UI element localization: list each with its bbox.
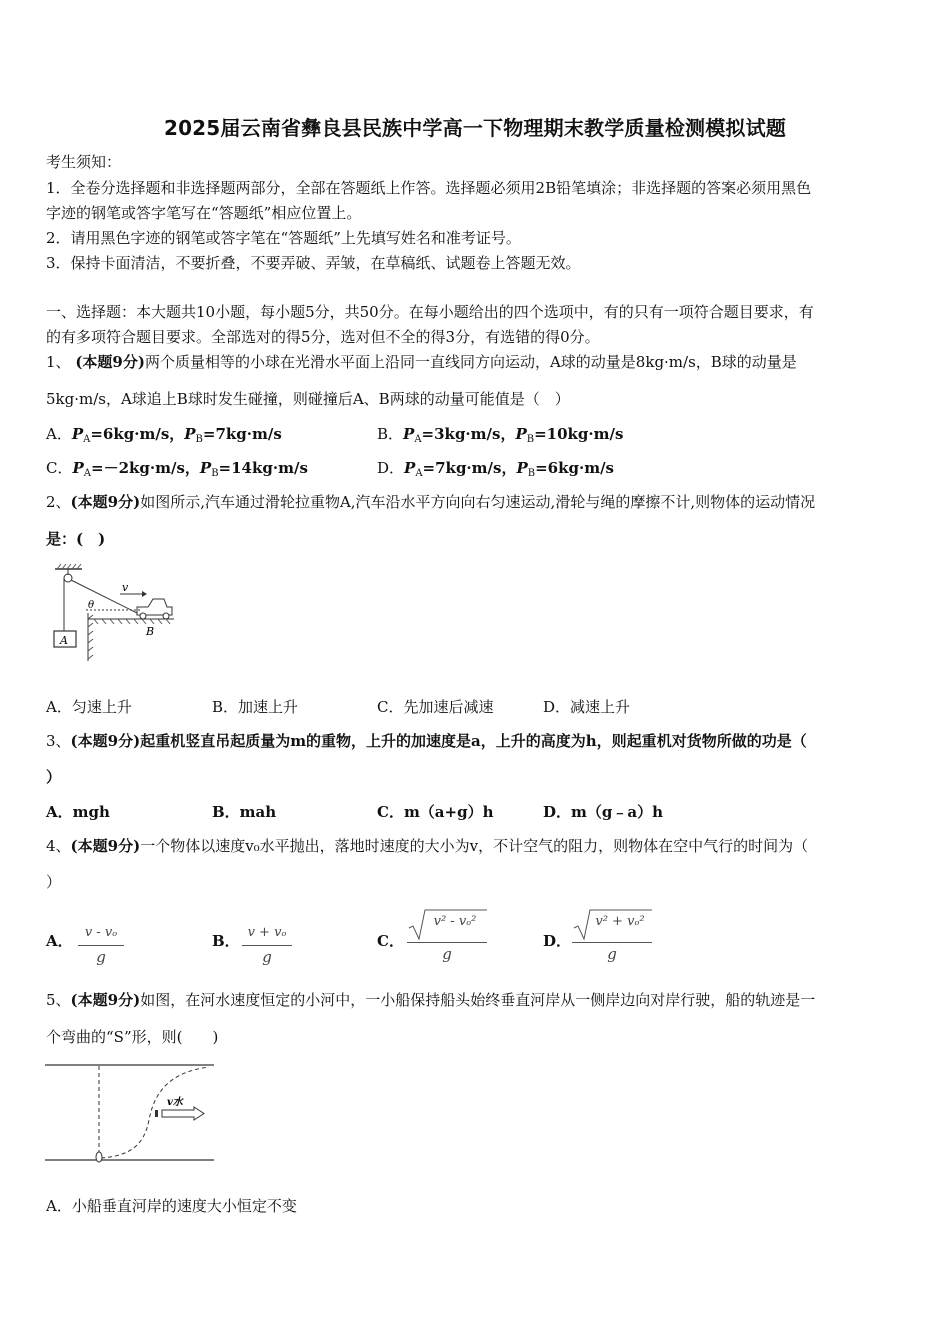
pulley-car-diagram [50, 563, 180, 665]
question-2-stem: 2、(本题9分)如图所示,汽车通过滑轮拉重物A,汽车沿水平方向向右匀速运动,滑轮与绳的摩擦不计,则物体的运动情况 [46, 493, 816, 511]
question-4-stem-cont: ） [46, 873, 62, 891]
svg-text:A: A [60, 634, 68, 647]
section-instructions-line: 一、选择题：本大题共10小题，每小题5分，共50分。在每小题给出的四个选项中，有的只有一项符合题目要求，有 [46, 303, 814, 321]
notice-item: 1．全卷分选择题和非选择题两部分，全部在答题纸上作答。选择题必须用2B铅笔填涂；非选择题的答案必须用黑色 [46, 179, 812, 197]
question-5-stem-cont: 个弯曲的“S”形，则( ) [46, 1028, 219, 1046]
question-1-stem-cont: 5kg·m/s，A球追上B球时发生碰撞，则碰撞后A、B两球的动量可能值是（ ） [46, 390, 570, 408]
q3-option-a[interactable]: A．mgh [46, 803, 110, 821]
q1-option-b[interactable]: B．$P_A=3kg\cdot m/s$，$P_B=10kg\cdot m/s$ [377, 425, 624, 445]
notice-item: 字迹的钢笔或答字笔写在“答题纸”相应位置上。 [46, 204, 362, 222]
q2-option-d[interactable]: D．减速上升 [543, 698, 631, 716]
question-text: 两个质量相等的小球在光滑水平面上沿同一直线同方向运动，A球的动量是8kg·m/s，B球的动量是 [144, 353, 797, 371]
notice-item: 3．保持卡面清洁，不要折叠，不要弄破、弄皱，在草稿纸、试题卷上答题无效。 [46, 254, 581, 272]
river-boat-diagram [44, 1058, 218, 1166]
q4-option-d-label[interactable]: D． [543, 932, 572, 950]
q3-option-d[interactable]: D．m（g﹣a）h [543, 803, 663, 821]
q4-option-c-label[interactable]: C． [377, 932, 404, 950]
q1-option-d[interactable]: D．$P_A=7kg\cdot m/s$，$P_B=6kg\cdot m/s$ [377, 459, 614, 479]
q5-option-a[interactable]: A．小船垂直河岸的速度大小恒定不变 [46, 1197, 297, 1215]
q4-option-b-formula[interactable]: v + vₒ g [240, 920, 294, 972]
q3-option-c[interactable]: C．m（a+g）h [377, 803, 494, 821]
question-2-stem-cont: 是：( ) [46, 530, 106, 548]
question-5-stem: 5、(本题9分)如图，在河水速度恒定的小河中，一小船保持船头始终垂直河岸从一侧岸边向对岸行驶，船的轨迹是一 [46, 991, 816, 1009]
q2-option-c[interactable]: C．先加速后减速 [377, 698, 494, 716]
notice-item: 2．请用黑色字迹的钢笔或答字笔在“答题纸”上先填写姓名和准考证号。 [46, 229, 521, 247]
q4-option-c-formula[interactable]: v² - vₒ² g [405, 904, 489, 970]
question-number: 1、 [46, 353, 71, 371]
q1-option-c[interactable]: C．$P_A=-2kg\cdot m/s$，$P_B=14kg\cdot m/s$ [46, 459, 308, 479]
q4-option-a-label[interactable]: A． [46, 932, 73, 950]
question-1-stem [46, 352, 797, 372]
svg-text:v水: v水 [167, 1097, 183, 1108]
page-title: 2025届云南省彝良县民族中学高一下物理期末教学质量检测模拟试题 [163, 116, 787, 140]
q2-option-b[interactable]: B．加速上升 [212, 698, 299, 716]
q2-option-a[interactable]: A．匀速上升 [46, 698, 132, 716]
svg-text:v: v [122, 581, 129, 594]
q3-option-b[interactable]: B．mah [212, 803, 277, 821]
svg-text:B: B [146, 625, 155, 638]
section-instructions-line: 的有多项符合题目要求。全部选对的得5分，选对但不全的得3分，有选错的得0分。 [46, 328, 600, 346]
q4-option-a-formula[interactable]: v - vₒ g [76, 920, 126, 972]
notice-heading: 考生须知： [46, 153, 122, 171]
svg-text:θ: θ [88, 600, 95, 611]
q4-option-b-label[interactable]: B． [212, 932, 240, 950]
question-3-stem: 3、(本题9分)起重机竖直吊起质量为m的重物，上升的加速度是a，上升的高度为h，则起重机对货物所做的功是（ [46, 732, 807, 750]
question-4-stem: 4、(本题9分)一个物体以速度v₀水平抛出，落地时速度的大小为v，不计空气的阻力，则物体在空中气行的时间为（ [46, 837, 809, 855]
q4-option-d-formula[interactable]: v² + vₒ² g [570, 904, 654, 970]
question-3-stem-cont: ） [46, 768, 62, 786]
question-tag: (本题9分) [75, 353, 145, 371]
q1-option-a[interactable]: A．$P_A=6kg\cdot m/s$，$P_B=7kg\cdot m/s$ [46, 425, 282, 445]
